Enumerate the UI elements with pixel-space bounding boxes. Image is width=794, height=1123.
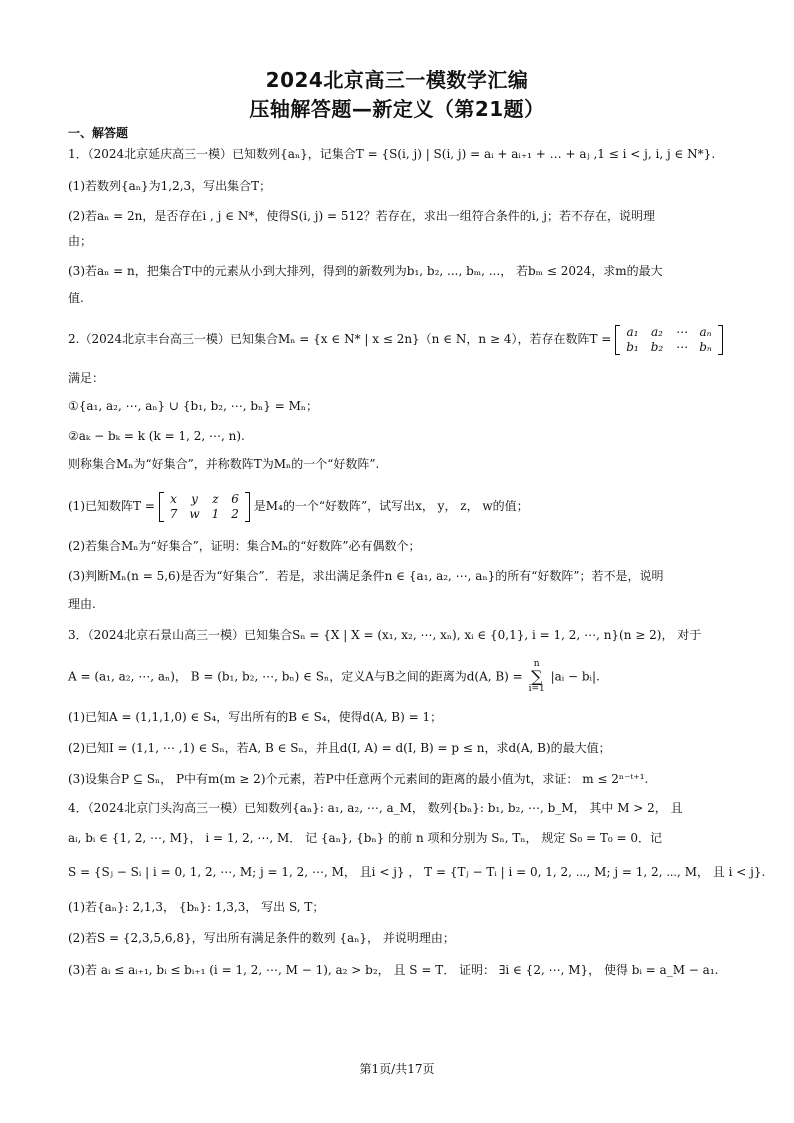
q2-matrix <box>615 325 723 355</box>
page-footer: 第1页/共17页 <box>359 1062 435 1076</box>
q2-condition-intro: 满足： <box>68 371 105 385</box>
q4-part2: (2)若S = {2,3,5,6,8}，写出所有满足条件的数列 {aₙ}， 并说明理由； <box>68 931 455 945</box>
q1-part1: (1)若数列{aₙ}为1,2,3，写出集合T； <box>68 179 272 193</box>
q4-stem: 4．（2024北京门头沟高三一模）已知数列{aₙ}: a₁, a₂, ⋯, a_M， 数列{bₙ}: b₁, b₂, ⋯, b_M， 其中 M > 2， 且 <box>68 801 683 815</box>
matrix-cell: w <box>189 506 200 521</box>
q4-set-defs: S = {Sⱼ − Sᵢ | i = 0, 1, 2, ⋯, M; j = 1, 2, ⋯, M， 且i < j} ， T = {Tⱼ − Tᵢ | i = 0, 1, 2, ⋯, M; j = 1, 2, ⋯, M， 且 i < j}. <box>68 865 766 879</box>
q2-part3-cont: 理由. <box>68 597 96 611</box>
matrix-cell: ⋯ <box>675 324 688 339</box>
matrix-cell: z <box>212 491 219 506</box>
document-subtitle: 压轴解答题—新定义（第21题） <box>249 97 545 121</box>
q2-part3: (3)判断Mₙ(n = 5,6)是否为“好集合”．若是，求出满足条件n ∈ {a₁, a₂, ⋯, aₙ}的所有“好数阵”；若不是，说明 <box>68 569 664 583</box>
q3-distance-text: A = (a₁, a₂, ⋯, aₙ)， B = (b₁, b₂, ⋯, bₙ) ∈ Sₙ，定义A与B之间的距离为d(A, B) = <box>68 669 523 684</box>
matrix-cell: a₁ <box>626 324 639 339</box>
sum-lower-limit: i=1 <box>528 684 545 694</box>
matrix-cell: 7 <box>169 506 178 521</box>
q2-condition-1: ①{a₁, a₂, ⋯, aₙ} ∪ {b₁, b₂, ⋯, bₙ} = Mₙ； <box>68 399 319 413</box>
matrix-cell: a₂ <box>650 324 663 339</box>
q2-part1-matrix <box>159 492 250 522</box>
matrix-cell: b₂ <box>650 339 664 354</box>
matrix-cell: b₁ <box>626 339 639 354</box>
matrix-cell: y <box>191 491 198 506</box>
q2-part1 <box>68 490 728 526</box>
q1-part3: (3)若aₙ = n，把集合T中的元素从小到大排列，得到的新数列为b₁, b₂, ..., bₘ, ...， 若bₘ ≤ 2024，求m的最大 <box>68 264 663 278</box>
matrix-cell: ⋯ <box>675 339 688 354</box>
q2-part1-text: (1)已知数阵T = <box>68 499 155 513</box>
document-title: 2024北京高三一模数学汇编 <box>265 68 529 92</box>
q3-stem: 3．（2024北京石景山高三一模）已知集合Sₙ = {X | X = (x₁, x₂, ⋯, xₙ), xᵢ ∈ {0,1}, i = 1, 2, ⋯, n}(n ≥ 2)， 对于 <box>68 628 702 642</box>
q3-distance-tail: |aᵢ − bᵢ|. <box>550 669 600 684</box>
q2-part2: (2)若集合Mₙ为“好集合”，证明：集合Mₙ的“好数阵”必有偶数个； <box>68 539 421 553</box>
q1-stem: 1．（2024北京延庆高三一模）已知数列{aₙ}，记集合T = {S(i, j) | S(i, j) = aᵢ + aᵢ₊₁ + … + aⱼ ,1 ≤ i < j, i, j ∈ N*}. <box>68 147 716 161</box>
q4-stem-cont: aᵢ, bᵢ ∈ {1, 2, ⋯, M}， i = 1, 2, ⋯, M． 记 {aₙ}, {bₙ} 的前 n 项和分别为 Sₙ, Tₙ， 规定 S₀ = T₀ = 0．记 <box>68 831 663 845</box>
q2-stem-text: 2.（2024北京丰台高三一模）已知集合Mₙ = {x ∈ N* | x ≤ 2n}（n ∈ N，n ≥ 4），若存在数阵T = <box>68 332 612 346</box>
q4-part3: (3)若 aᵢ ≤ aᵢ₊₁, bᵢ ≤ bᵢ₊₁ (i = 1, 2, ⋯, M − 1), a₂ > b₂， 且 S = T． 证明： ∃i ∈ {2, ⋯, M}， 使得 bᵢ = a_M − a₁. <box>68 963 719 977</box>
q4-part1: (1)若{aₙ}: 2,1,3， {bₙ}: 1,3,3， 写出 S, T； <box>68 900 325 914</box>
q1-part2-cont: 由； <box>68 234 93 248</box>
matrix-cell: 2 <box>231 506 239 521</box>
q3-part1: (1)已知A = (1,1,1,0) ∈ S₄，写出所有的B ∈ S₄，使得d(A, B) = 1； <box>68 710 443 724</box>
q3-distance-def <box>68 660 728 696</box>
sum-upper-limit: n <box>533 659 540 669</box>
matrix-cell: bₙ <box>699 339 712 354</box>
q1-part3-cont: 值. <box>68 291 84 305</box>
q2-condition-2: ②aₖ − bₖ = k (k = 1, 2, ⋯, n). <box>68 429 245 443</box>
q2-part1-tail: 是M₄的一个“好数阵”，试写出x， y， z， w的值； <box>253 499 529 513</box>
q1-part2: (2)若aₙ = 2n，是否存在i , j ∈ N*，使得S(i, j) = 512？若存在，求出一组符合条件的i, j；若不存在，说明理 <box>68 209 655 223</box>
matrix-cell: aₙ <box>699 324 712 339</box>
summation-symbol <box>529 660 545 694</box>
q2-stem <box>68 322 728 362</box>
matrix-cell: x <box>170 491 177 506</box>
sigma-icon: ∑ <box>530 667 543 686</box>
q2-definition: 则称集合Mₙ为“好集合”，并称数阵T为Mₙ的一个“好数阵”. <box>68 457 380 471</box>
section-heading: 一、解答题 <box>68 126 129 140</box>
q3-part2: (2)已知I = (1,1, ⋯ ,1) ∈ Sₙ，若A, B ∈ Sₙ，并且d(I, A) = d(I, B) = p ≤ n，求d(A, B)的最大值； <box>68 741 611 755</box>
q3-part3: (3)设集合P ⊆ Sₙ， P中有m(m ≥ 2)个元素，若P中任意两个元素间的距离的最小值为t，求证： m ≤ 2ⁿ⁻ᵗ⁺¹. <box>68 772 649 786</box>
matrix-cell: 1 <box>211 506 220 521</box>
matrix-cell: 6 <box>231 491 239 506</box>
